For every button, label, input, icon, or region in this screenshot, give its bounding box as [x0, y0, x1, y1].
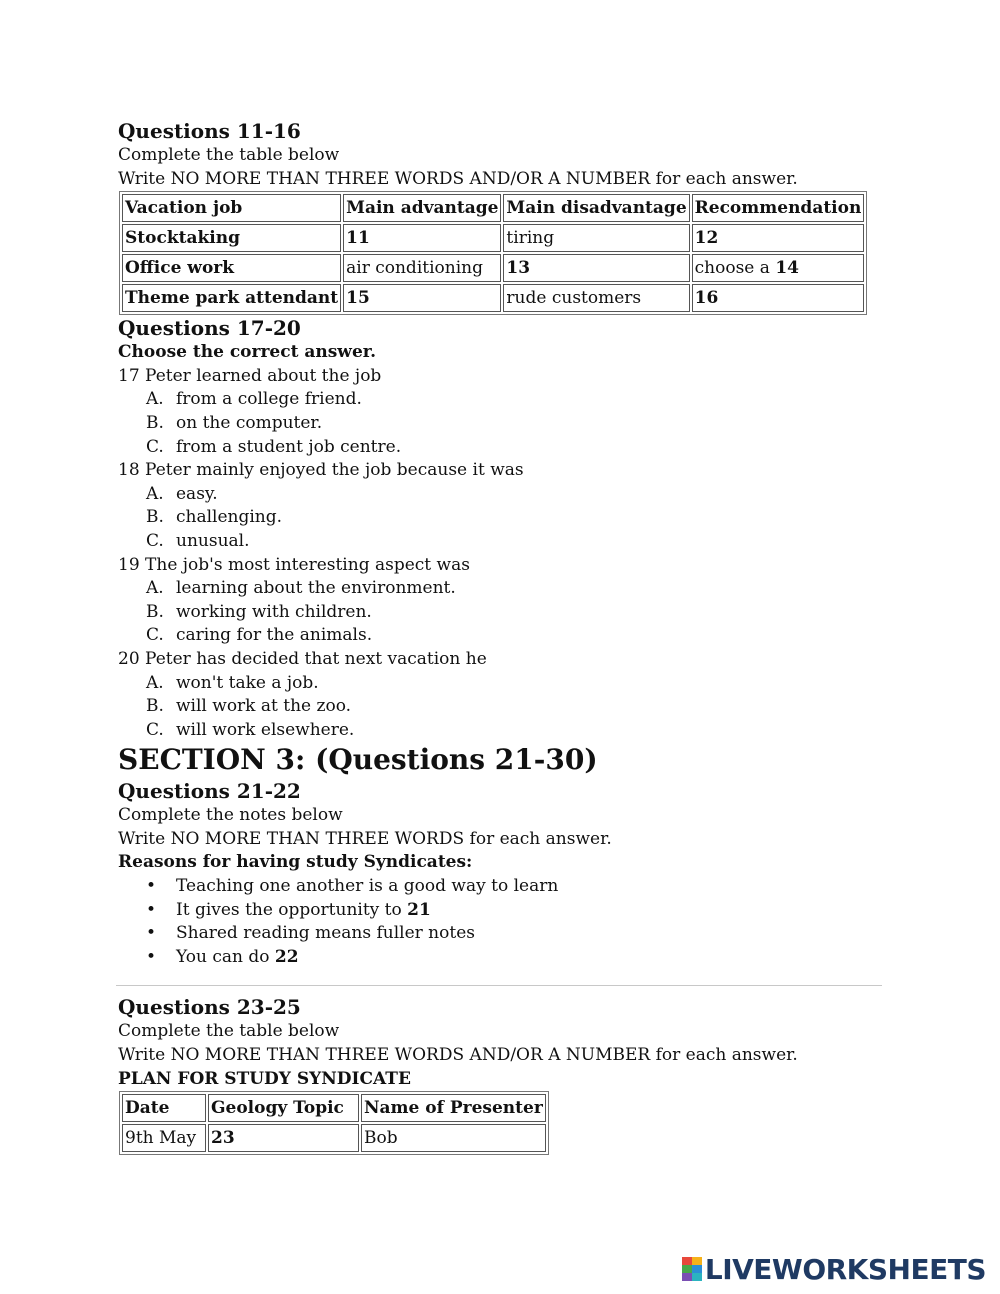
job-cell: Theme park attendant — [122, 284, 341, 312]
list-item: • Shared reading means fuller notes — [146, 922, 888, 946]
table-header-row — [122, 1094, 546, 1122]
bullet-icon: • — [146, 899, 157, 920]
header-cell: Name of Presenter — [361, 1094, 546, 1122]
header-cell: Geology Topic — [208, 1094, 359, 1122]
header-cell: Vacation job — [122, 194, 341, 222]
question-stem: 20 Peter has decided that next vacation he — [118, 648, 487, 669]
list-item: • You can do 22 — [146, 946, 888, 970]
job-cell: Office work — [122, 254, 341, 282]
plan-subheading: PLAN FOR STUDY SYNDICATE — [118, 1068, 411, 1089]
option-a[interactable]: A. easy. — [146, 483, 218, 504]
disadvantage-cell: tiring — [503, 224, 689, 252]
instruction-choose-answer: Choose the correct answer. — [118, 342, 377, 363]
table-row — [122, 224, 864, 252]
presenter-cell: Bob — [361, 1124, 546, 1152]
bullet-icon: • — [146, 923, 157, 944]
disadvantage-cell: rude customers — [503, 284, 689, 312]
questions-17-20-heading: Questions 17-20 — [118, 316, 301, 341]
recommendation-cell — [692, 284, 865, 312]
option-c[interactable]: C. will work elsewhere. — [146, 719, 355, 740]
option-c[interactable]: C. unusual. — [146, 530, 250, 551]
instruction-word-limit: Write NO MORE THAN THREE WORDS AND/OR A NUMBER for each answer. — [118, 168, 798, 189]
answer-blank-22[interactable]: 22 — [274, 946, 299, 967]
instruction-complete-table: Complete the table below — [118, 1021, 340, 1042]
header-cell: Main advantage — [343, 194, 501, 222]
instruction-word-limit: Write NO MORE THAN THREE WORDS for each answer. — [118, 828, 612, 849]
option-a[interactable]: A. from a college friend. — [146, 389, 362, 410]
advantage-cell: air conditioning — [343, 254, 501, 282]
questions-21-22-heading: Questions 21-22 — [118, 779, 301, 804]
option-b[interactable]: B. on the computer. — [146, 412, 323, 433]
question-20 — [118, 648, 888, 742]
answer-blank-16[interactable]: 16 — [694, 288, 719, 309]
logo-text: LIVEWORKSHEETS — [704, 1252, 986, 1286]
study-plan-table — [119, 1091, 549, 1155]
recommendation-cell — [692, 254, 865, 282]
table-row — [122, 1124, 546, 1152]
instruction-word-limit: Write NO MORE THAN THREE WORDS AND/OR A NUMBER for each answer. — [118, 1045, 798, 1066]
answer-blank-11[interactable]: 11 — [343, 224, 501, 252]
option-c[interactable]: C. from a student job centre. — [146, 436, 402, 457]
answer-blank-23[interactable]: 23 — [208, 1124, 359, 1152]
list-item: • It gives the opportunity to 21 — [146, 899, 888, 923]
vacation-jobs-table — [119, 191, 867, 315]
header-cell: Main disadvantage — [503, 194, 689, 222]
answer-blank-13[interactable]: 13 — [503, 254, 689, 282]
questions-23-25-heading: Questions 23-25 — [118, 995, 301, 1020]
answer-blank-15[interactable]: 15 — [343, 284, 501, 312]
question-stem: 17 Peter learned about the job — [118, 365, 382, 386]
question-stem: 19 The job's most interesting aspect was — [118, 554, 470, 575]
questions-11-16-heading: Questions 11-16 — [118, 119, 301, 143]
header-cell: Recommendation — [692, 194, 865, 222]
job-cell: Stocktaking — [122, 224, 341, 252]
instruction-complete-notes: Complete the notes below — [118, 805, 343, 826]
recommendation-text: choose a — [694, 258, 776, 279]
bullet-icon: • — [146, 876, 157, 897]
option-b[interactable]: B. challenging. — [146, 507, 283, 528]
option-b[interactable]: B. working with children. — [146, 601, 372, 622]
table-row — [122, 284, 864, 312]
list-item: • Teaching one another is a good way to learn — [146, 875, 888, 899]
option-a[interactable]: A. won't take a job. — [146, 672, 319, 693]
reasons-list — [118, 875, 888, 969]
question-18 — [118, 459, 888, 553]
date-cell: 9th May — [122, 1124, 206, 1152]
question-17 — [118, 365, 888, 459]
answer-blank-12[interactable]: 12 — [694, 228, 719, 249]
question-19 — [118, 554, 888, 648]
instruction-complete-table: Complete the table below — [118, 145, 340, 165]
option-c[interactable]: C. caring for the animals. — [146, 625, 373, 646]
table-header-row — [122, 194, 864, 222]
answer-blank-14[interactable]: 14 — [775, 258, 799, 279]
header-cell: Date — [122, 1094, 206, 1122]
question-stem: 18 Peter mainly enjoyed the job because it was — [118, 460, 524, 481]
option-a[interactable]: A. learning about the environment. — [146, 578, 456, 599]
recommendation-cell — [692, 224, 865, 252]
answer-blank-21[interactable]: 21 — [407, 899, 431, 920]
liveworksheets-logo — [682, 1254, 986, 1284]
table-row — [122, 254, 864, 282]
worksheet-page — [118, 118, 888, 1155]
bullet-icon: • — [146, 946, 157, 967]
divider — [116, 985, 882, 986]
logo-mark-icon — [682, 1257, 702, 1281]
section-3-heading: SECTION 3: (Questions 21-30) — [118, 743, 598, 777]
option-b[interactable]: B. will work at the zoo. — [146, 696, 352, 717]
notes-subheading: Reasons for having study Syndicates: — [118, 852, 473, 873]
